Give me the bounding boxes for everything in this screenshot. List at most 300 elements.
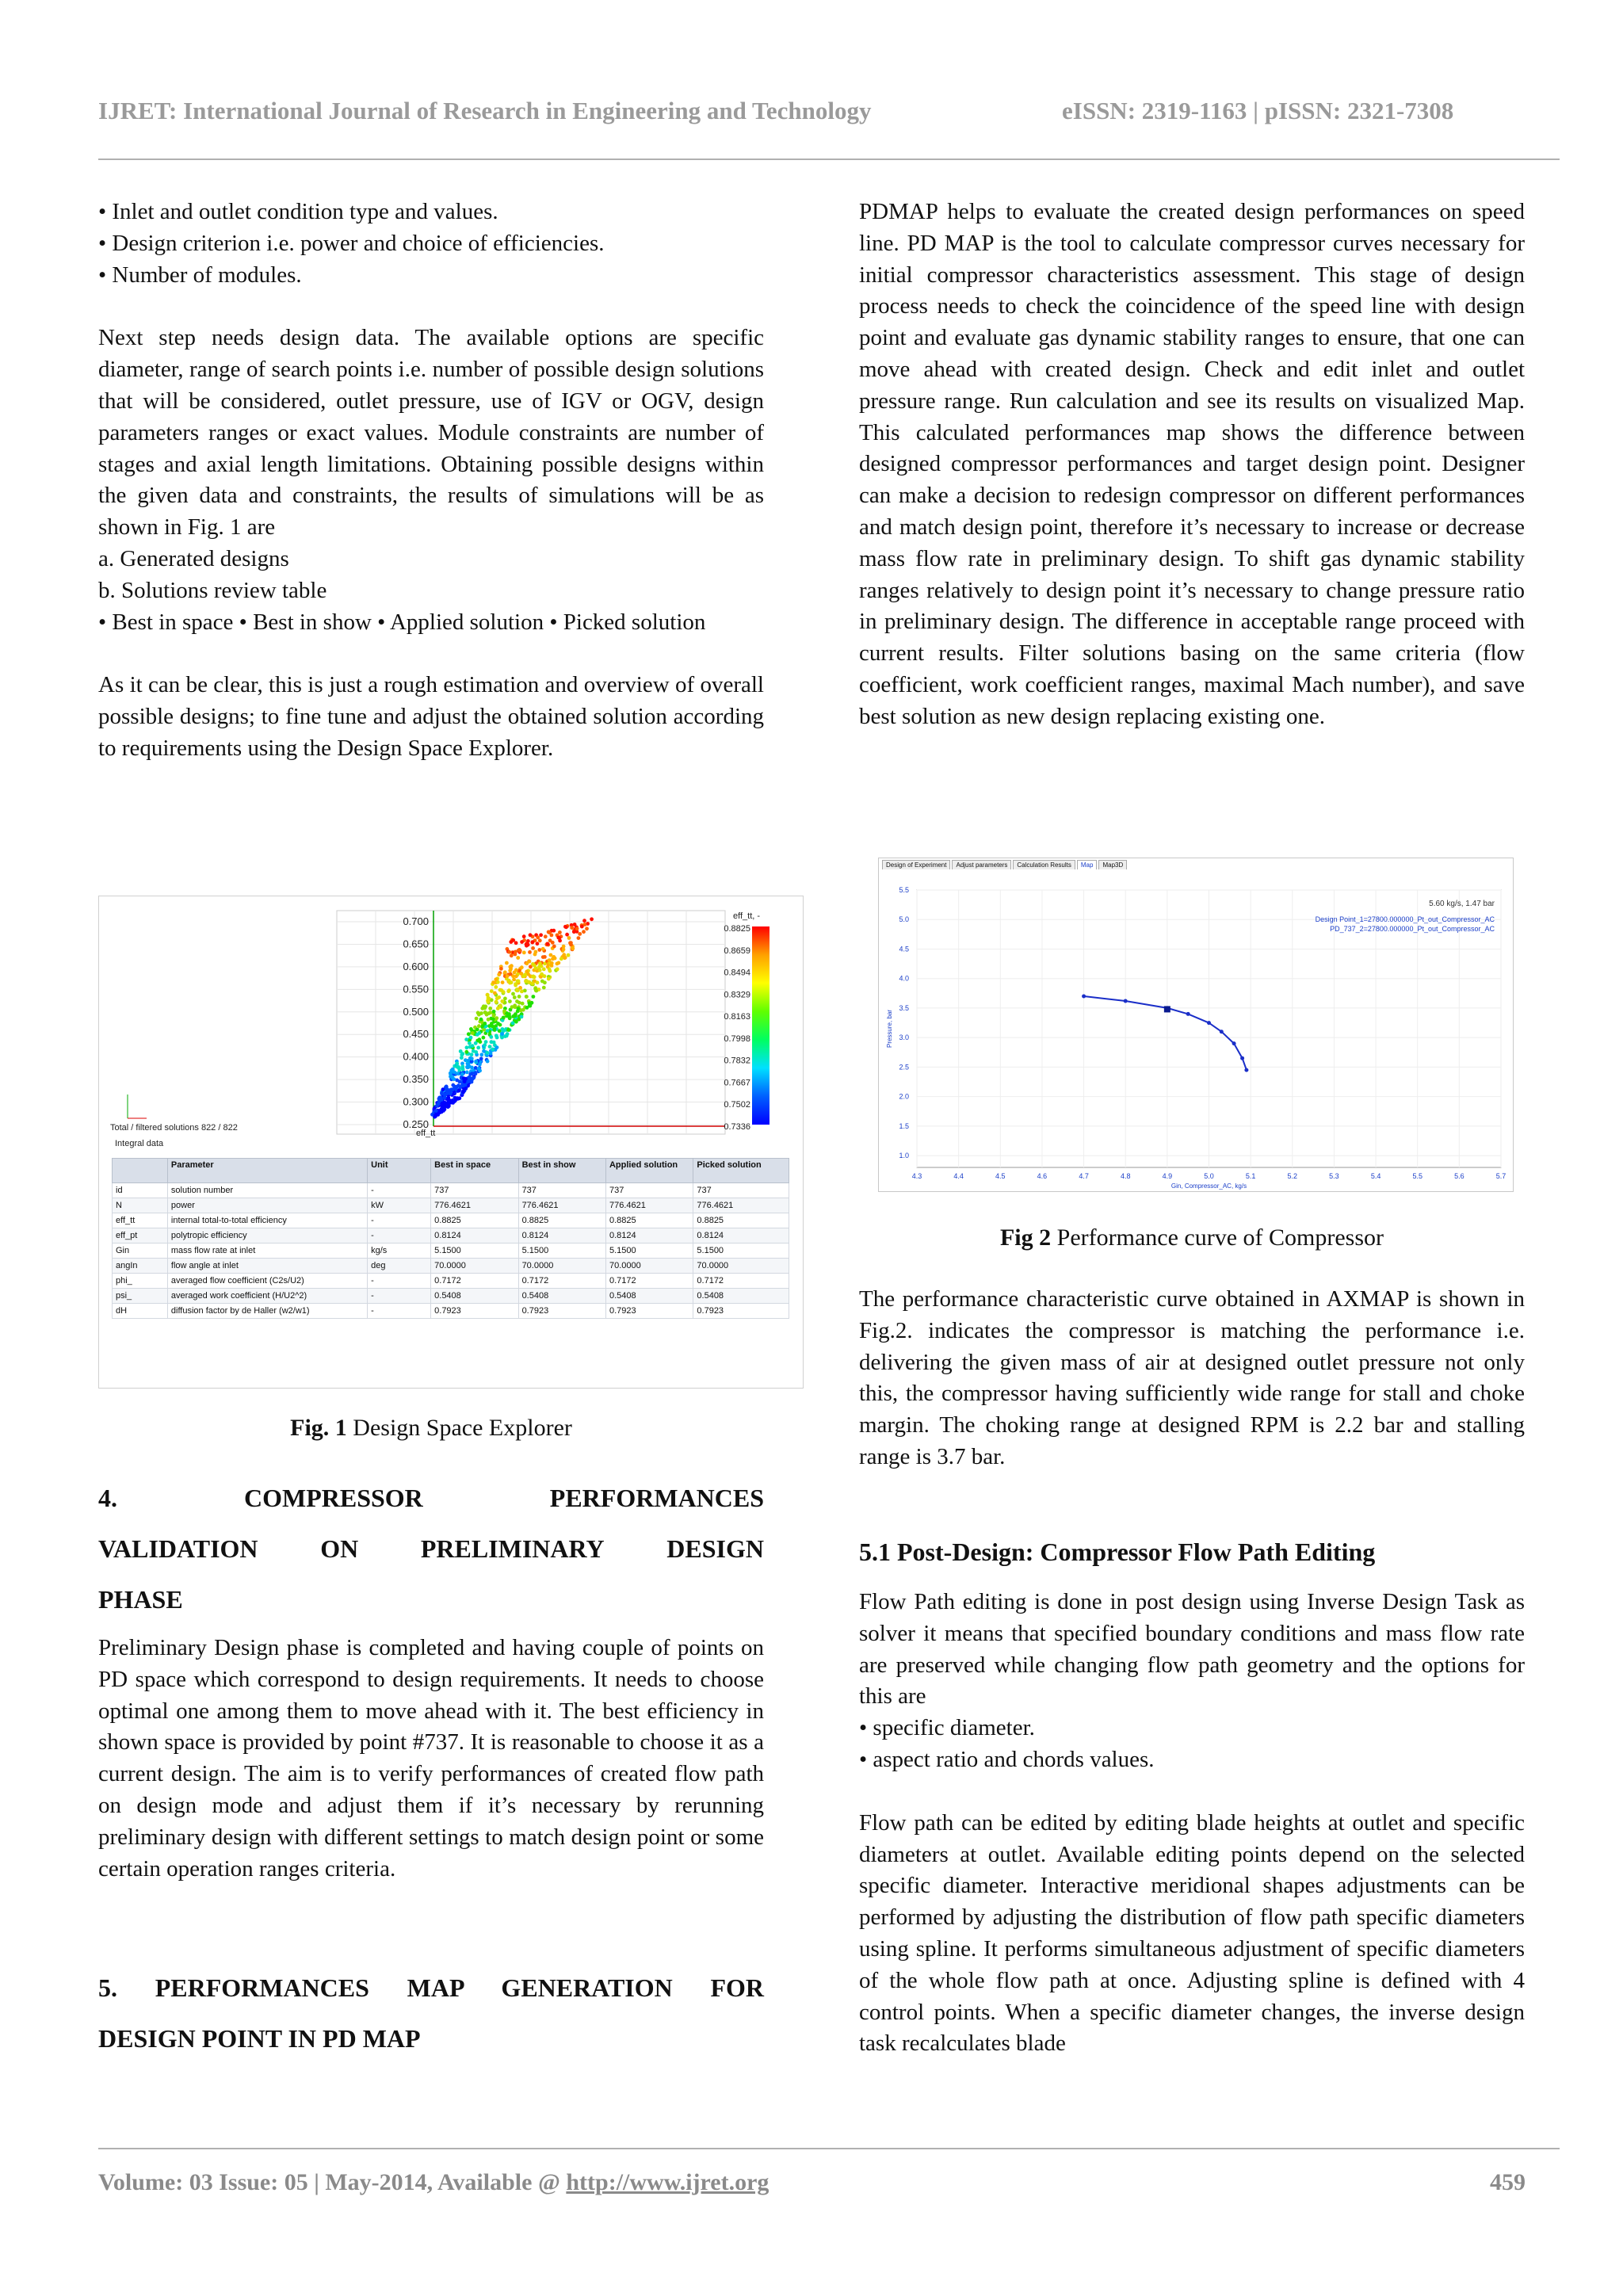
scatter-point bbox=[499, 1005, 503, 1009]
colorbar-tick: 0.8659 bbox=[724, 946, 750, 956]
scatter-point bbox=[476, 1046, 480, 1050]
scatter-point bbox=[538, 968, 542, 972]
table-cell: N bbox=[113, 1198, 168, 1213]
caption-label: Fig. 1 bbox=[290, 1415, 347, 1441]
table-cell: 0.5408 bbox=[605, 1289, 693, 1304]
scatter-point bbox=[542, 968, 546, 972]
scatter-point bbox=[536, 935, 540, 939]
table-cell: - bbox=[368, 1304, 431, 1319]
x-tick-label: 4.8 bbox=[1120, 1172, 1131, 1180]
table-cell: 0.7172 bbox=[693, 1274, 789, 1289]
colorbar-tick: 0.7502 bbox=[724, 1100, 750, 1110]
table-cell: 5.1500 bbox=[518, 1244, 605, 1259]
scatter-point bbox=[460, 1056, 464, 1060]
table-cell: 0.8825 bbox=[605, 1213, 693, 1228]
paragraph: Preliminary Design phase is completed and having couple of points on PD space which correspond to design requirements. It needs to choose optimal one among them to move ahead with it. The best efficiency in shown space is provided by point #737. It is reasonable to choose it as a current design. The aim is to verify performances of created flow path on design mode and adjust them if it’s necessary by rerunning preliminary design with different settings to match design point or some certain operation ranges criteria. bbox=[98, 1635, 764, 1881]
scatter-point bbox=[479, 1040, 483, 1044]
scatter-point bbox=[495, 1000, 498, 1004]
right-column bbox=[859, 197, 1525, 733]
scatter-point bbox=[570, 926, 574, 930]
scatter-point bbox=[575, 926, 579, 930]
figure-2-performance-map bbox=[878, 858, 1514, 1192]
table-cell: 0.7172 bbox=[518, 1274, 605, 1289]
scatter-point bbox=[464, 1037, 468, 1041]
table-cell: 737 bbox=[518, 1183, 605, 1198]
scatter-point bbox=[578, 932, 582, 936]
fig2-caption bbox=[859, 1224, 1525, 1251]
y-tick-label: 0.300 bbox=[403, 1095, 429, 1108]
scatter-point bbox=[478, 1063, 482, 1067]
scatter-point bbox=[490, 1022, 494, 1026]
y-tick-label: 5.5 bbox=[899, 886, 909, 894]
scatter-point bbox=[541, 947, 545, 951]
table-cell: 0.8124 bbox=[518, 1228, 605, 1244]
scatter-point bbox=[512, 978, 516, 982]
scatter-point bbox=[492, 1014, 496, 1018]
col-header: Unit bbox=[368, 1159, 431, 1183]
paragraph: Next step needs design data. The available options are specific diameter, range of search points i.e. number of possible design solutions that will be considered, outlet pressure, use of IGV or OGV, design parameters ranges or exact values. Module constraints are number of stages and axial length limitations. Obtaining possible designs within the given data and constraints, the results of simulations will be as shown in Fig. 1 are bbox=[98, 325, 764, 541]
scatter-point bbox=[491, 1048, 495, 1052]
bullet-item: • Number of modules. bbox=[98, 262, 302, 288]
scatter-point bbox=[514, 941, 518, 945]
section-4-heading-line1 bbox=[98, 1484, 764, 1513]
scatter-point bbox=[540, 972, 544, 976]
table-cell: phi_ bbox=[113, 1274, 168, 1289]
x-tick-label: 5.4 bbox=[1370, 1172, 1381, 1180]
scatter-point bbox=[470, 1080, 474, 1084]
scatter-point bbox=[451, 1087, 455, 1091]
y-tick-label: 0.600 bbox=[403, 960, 429, 972]
scatter-point bbox=[517, 1007, 521, 1010]
table-cell: 5.1500 bbox=[431, 1244, 518, 1259]
caption-text: Performance curve of Compressor bbox=[1051, 1224, 1384, 1251]
scatter-point bbox=[474, 1066, 478, 1070]
scatter-point bbox=[517, 968, 521, 972]
scatter-point bbox=[520, 940, 524, 944]
table-cell: 776.4621 bbox=[518, 1198, 605, 1213]
y-axis-label: Pressure, bar bbox=[886, 1009, 893, 1049]
scatter-point bbox=[446, 1105, 450, 1109]
table-cell: - bbox=[368, 1228, 431, 1244]
scatter-point bbox=[460, 1065, 464, 1069]
table-cell: - bbox=[368, 1183, 431, 1198]
table-cell: flow angle at inlet bbox=[167, 1259, 367, 1274]
list-item: a. Generated designs bbox=[98, 545, 289, 571]
table-cell: 70.0000 bbox=[518, 1259, 605, 1274]
table-cell: kg/s bbox=[368, 1244, 431, 1259]
scatter-point bbox=[499, 988, 503, 992]
scatter-point bbox=[456, 1097, 460, 1101]
scatter-point bbox=[571, 946, 575, 950]
table-cell: polytropic efficiency bbox=[167, 1228, 367, 1244]
table-cell: dH bbox=[113, 1304, 168, 1319]
col-header: Parameter bbox=[167, 1159, 367, 1183]
scatter-point bbox=[590, 917, 594, 921]
integral-data-label: Integral data bbox=[115, 1139, 164, 1148]
scatter-point bbox=[532, 995, 536, 999]
tab-adjust-parameters: Adjust parameters bbox=[952, 860, 1011, 869]
scatter-point bbox=[493, 991, 497, 995]
scatter-point bbox=[516, 956, 520, 960]
scatter-point bbox=[461, 1091, 465, 1095]
scatter-point bbox=[497, 995, 501, 999]
section-4-heading-line3: PHASE bbox=[98, 1585, 183, 1614]
scatter-point bbox=[482, 1036, 486, 1040]
scatter-point bbox=[506, 974, 510, 978]
scatter-point bbox=[525, 995, 529, 999]
table-cell: internal total-to-total efficiency bbox=[167, 1213, 367, 1228]
fig2-chart bbox=[879, 858, 1513, 1191]
table-cell: 0.8124 bbox=[431, 1228, 518, 1244]
table-row bbox=[113, 1198, 789, 1213]
scatter-point bbox=[498, 1023, 502, 1027]
scatter-point bbox=[505, 961, 509, 965]
scatter-point bbox=[491, 980, 495, 984]
scatter-point bbox=[517, 995, 521, 999]
scatter-point bbox=[476, 1011, 480, 1015]
left-column bbox=[98, 197, 764, 765]
scatter-point bbox=[565, 933, 569, 937]
section-4-heading-line2 bbox=[98, 1534, 764, 1564]
scatter-point bbox=[503, 970, 507, 974]
scatter-point bbox=[484, 1011, 488, 1015]
scatter-point bbox=[577, 936, 581, 940]
y-tick-label: 0.350 bbox=[403, 1073, 429, 1086]
scatter-point bbox=[462, 1076, 466, 1080]
table-row bbox=[113, 1228, 789, 1244]
scatter-point bbox=[456, 1083, 460, 1087]
scatter-point bbox=[445, 1091, 449, 1095]
scatter-point bbox=[475, 1028, 479, 1032]
table-row bbox=[113, 1259, 789, 1274]
speed-line-point bbox=[1186, 1012, 1190, 1016]
scatter-point bbox=[548, 930, 552, 934]
scatter-point bbox=[451, 1083, 455, 1087]
scatter-point bbox=[479, 1057, 483, 1061]
table-cell: 0.5408 bbox=[431, 1289, 518, 1304]
scatter-point bbox=[508, 999, 512, 1003]
colorbar-tick: 0.7667 bbox=[724, 1078, 750, 1088]
tab-map3d: Map3D bbox=[1098, 860, 1127, 869]
table-cell: 0.7923 bbox=[693, 1304, 789, 1319]
colorbar-title: eff_tt, - bbox=[733, 911, 761, 921]
scatter-point bbox=[520, 965, 524, 969]
readout: 5.60 kg/s, 1.47 bar bbox=[1429, 900, 1495, 908]
scatter-point bbox=[488, 1045, 492, 1049]
y-tick-label: 3.5 bbox=[899, 1003, 909, 1012]
scatter-point bbox=[531, 962, 535, 966]
footer-rule bbox=[98, 2148, 1560, 2149]
scatter-point bbox=[556, 962, 559, 966]
scatter-point bbox=[500, 999, 504, 1003]
speed-line-point bbox=[1220, 1030, 1224, 1033]
scatter-point bbox=[478, 1069, 482, 1073]
scatter-point bbox=[548, 938, 552, 942]
scatter-point bbox=[440, 1091, 444, 1095]
scatter-point bbox=[455, 1061, 459, 1065]
colorbar-tick: 0.7832 bbox=[724, 1056, 750, 1066]
scatter-point bbox=[514, 968, 518, 972]
scatter-point bbox=[510, 1005, 514, 1009]
paragraph: Flow path can be edited by editing blade heights at outlet and specific diameters at outlet. Available editing points depend on the selected specific diameter. Interactive meridional shapes adjustments can be performed by adjusting the distribution of flow path specific diameters using spline. It performs simultaneous adjustment of specific diameters of the whole flow path at once. Adjusting spline is defined with 4 control points. When a specific diameter changes, the inverse design task recalculates blade bbox=[859, 1809, 1525, 2057]
scatter-point bbox=[523, 972, 527, 976]
table-cell: psi_ bbox=[113, 1289, 168, 1304]
scatter-point bbox=[515, 988, 519, 992]
scatter-point bbox=[463, 1079, 467, 1083]
right-column-mid bbox=[859, 1284, 1525, 1473]
list-item: b. Solutions review table bbox=[98, 577, 327, 603]
table-cell: 737 bbox=[431, 1183, 518, 1198]
scatter-point bbox=[537, 948, 541, 952]
colorbar-tick: 0.8329 bbox=[724, 990, 750, 1000]
x-tick-label: 5.5 bbox=[1412, 1172, 1423, 1180]
scatter-point bbox=[489, 1035, 493, 1039]
y-tick-label: 1.5 bbox=[899, 1121, 909, 1130]
scatter-point bbox=[518, 986, 522, 990]
scatter-point bbox=[500, 1032, 504, 1036]
scatter-point bbox=[529, 933, 533, 937]
table-cell: power bbox=[167, 1198, 367, 1213]
y-tick-label: 5.0 bbox=[899, 915, 909, 924]
scatter-point bbox=[548, 958, 552, 962]
col-header: Best in space bbox=[431, 1159, 518, 1183]
colorbar-tick: 0.8494 bbox=[724, 968, 750, 978]
scatter-point bbox=[508, 981, 512, 985]
scatter-point bbox=[507, 988, 511, 992]
scatter-point bbox=[562, 948, 566, 952]
footer-link[interactable]: http://www.ijret.org bbox=[566, 2169, 769, 2195]
tab-design-of-experiment: Design of Experiment bbox=[882, 860, 950, 869]
table-cell: Gin bbox=[113, 1244, 168, 1259]
scatter-point bbox=[526, 943, 530, 947]
col-header bbox=[113, 1159, 168, 1183]
x-tick-label: 5.3 bbox=[1329, 1172, 1339, 1180]
table-row bbox=[113, 1289, 789, 1304]
scatter-point bbox=[503, 997, 507, 1001]
scatter-point bbox=[460, 1072, 464, 1076]
scatter-point bbox=[456, 1065, 460, 1069]
caption-label: Fig 2 bbox=[999, 1224, 1052, 1251]
scatter-point bbox=[477, 1024, 481, 1028]
paragraph: As it can be clear, this is just a rough estimation and overview of overall possible designs; to fine tune and adjust the obtained solution according to requirements using the Design Space Explorer. bbox=[98, 672, 764, 761]
colorbar-tick: 0.8825 bbox=[724, 924, 750, 934]
speed-line-point bbox=[1124, 999, 1128, 1003]
scatter-point bbox=[552, 945, 556, 949]
scatter-point bbox=[572, 930, 576, 934]
table-cell: eff_pt bbox=[113, 1228, 168, 1244]
scatter-point bbox=[538, 938, 542, 942]
scatter-point bbox=[459, 1049, 463, 1053]
scatter-point bbox=[440, 1098, 444, 1102]
scatter-point bbox=[486, 1029, 490, 1033]
caption-text: Design Space Explorer bbox=[346, 1415, 572, 1441]
table-cell: 0.7923 bbox=[605, 1304, 693, 1319]
colorbar-tick: 0.7998 bbox=[724, 1033, 750, 1044]
scatter-point bbox=[465, 1065, 469, 1069]
table-row bbox=[113, 1274, 789, 1289]
left-column-lower bbox=[98, 1633, 764, 1885]
scatter-point bbox=[488, 1010, 492, 1014]
scatter-point bbox=[513, 995, 517, 999]
journal-title: IJRET: International Journal of Research in Engineering and Technology bbox=[98, 97, 872, 124]
scatter-point bbox=[536, 980, 540, 984]
scatter-point bbox=[525, 1006, 529, 1010]
scatter-point bbox=[514, 950, 517, 954]
scatter-point bbox=[490, 989, 494, 993]
speed-line-point bbox=[1240, 1056, 1244, 1060]
scatter-point bbox=[452, 1077, 456, 1081]
scatter-point bbox=[475, 1017, 479, 1021]
scatter-point bbox=[553, 957, 557, 961]
x-tick-label: 4.9 bbox=[1162, 1172, 1173, 1180]
scatter-point bbox=[511, 1014, 515, 1018]
x-tick-label: 4.6 bbox=[1037, 1172, 1048, 1180]
scatter-point bbox=[502, 1016, 506, 1020]
scatter-point bbox=[491, 1017, 495, 1021]
table-cell: 0.8825 bbox=[431, 1213, 518, 1228]
scatter-point bbox=[494, 985, 498, 989]
scatter-point bbox=[473, 1072, 477, 1075]
col-header: Best in show bbox=[518, 1159, 605, 1183]
scatter-point bbox=[470, 1056, 474, 1060]
scatter-point bbox=[567, 953, 571, 957]
table-cell: 70.0000 bbox=[605, 1259, 693, 1274]
x-tick-label: 5.6 bbox=[1454, 1172, 1465, 1180]
heading-word: VALIDATION bbox=[98, 1534, 258, 1563]
scatter-point bbox=[494, 977, 498, 981]
table-cell: 0.5408 bbox=[518, 1289, 605, 1304]
scatter-point bbox=[528, 980, 532, 984]
table-cell: kW bbox=[368, 1198, 431, 1213]
scatter-point bbox=[514, 982, 517, 986]
scatter-point bbox=[549, 953, 553, 957]
section-5-1-heading: 5.1 Post-Design: Compressor Flow Path Editing bbox=[859, 1538, 1376, 1566]
right-column-lower bbox=[859, 1587, 1525, 2060]
table-cell: eff_tt bbox=[113, 1213, 168, 1228]
scatter-point bbox=[506, 1028, 510, 1032]
table-row bbox=[113, 1183, 789, 1198]
scatter-point bbox=[469, 1036, 473, 1040]
y-tick-label: 1.0 bbox=[899, 1152, 909, 1160]
paragraph: The performance characteristic curve obtained in AXMAP is shown in Fig.2. indicates the compressor is matching the performance i.e. delivering the given mass of air at designed outlet pressure not only this, the compressor having sufficiently wide range for stall and choke margin. The choking range at designed RPM is 2.2 bar and stalling range is 3.7 bar. bbox=[859, 1286, 1525, 1469]
scatter-point bbox=[536, 942, 540, 946]
scatter-point bbox=[453, 1099, 456, 1103]
scatter-point bbox=[488, 1007, 492, 1010]
fig2-tabs bbox=[882, 860, 1128, 869]
scatter-point bbox=[556, 968, 559, 972]
bullet-line: • Best in space • Best in show • Applied solution • Picked solution bbox=[98, 609, 706, 635]
bullet-item: • aspect ratio and chords values. bbox=[859, 1746, 1155, 1772]
scatter-point bbox=[548, 968, 552, 972]
scatter-point bbox=[569, 941, 573, 945]
scatter-point bbox=[443, 1101, 447, 1105]
y-tick-label: 0.500 bbox=[403, 1005, 429, 1018]
issn: eISSN: 2319-1163 | pISSN: 2321-7308 bbox=[1062, 97, 1454, 124]
scatter-point bbox=[530, 941, 534, 945]
y-tick-label: 0.700 bbox=[403, 915, 429, 927]
scatter-point bbox=[582, 930, 586, 934]
scatter-point bbox=[559, 957, 563, 961]
scatter-point bbox=[464, 1050, 468, 1054]
scatter-point bbox=[528, 950, 532, 954]
scatter-point bbox=[483, 1022, 487, 1026]
y-tick-label: 0.550 bbox=[403, 983, 429, 995]
scatter-point bbox=[503, 1034, 507, 1038]
scatter-point bbox=[522, 934, 526, 938]
speed-line-point bbox=[1082, 995, 1086, 999]
table-cell: solution number bbox=[167, 1183, 367, 1198]
table-row bbox=[113, 1244, 789, 1259]
scatter-point bbox=[538, 961, 542, 965]
table-cell: mass flow rate at inlet bbox=[167, 1244, 367, 1259]
paragraph: PDMAP helps to evaluate the created design performances on speed line. PD MAP is the tool to calculate compressor curves necessary for initial compressor characteristics assessment. This stage of design process needs to check the coincidence of the speed line with design point and evaluate gas dynamic stability ranges to ensure, that one can move ahead with created design. Check and edit inlet and outlet pressure range. Run calculation and see its results on visualized Map. This calculated performances map shows the difference between designed compressor performances and target design point. Designer can make a decision to redesign compressor on different performances and match design point, therefore it’s necessary to increase or decrease mass flow rate in preliminary design. To shift gas dynamic stability ranges relatively to design point it’s necessary to change pressure ratio in preliminary design. The difference in acceptable range proceed with current results. Filter solutions basing on the same criteria (flow coefficient, work coefficient ranges, maximal Mach number), and save best solution as new design replacing existing one. bbox=[859, 199, 1525, 729]
scatter-point bbox=[542, 986, 546, 990]
x-tick-label: 4.5 bbox=[995, 1172, 1006, 1180]
scatter-point bbox=[558, 930, 562, 934]
scatter-point bbox=[550, 961, 554, 965]
solutions-table bbox=[112, 1158, 789, 1319]
scatter-point bbox=[484, 1040, 488, 1044]
table-cell: - bbox=[368, 1213, 431, 1228]
scatter-point bbox=[510, 964, 514, 968]
scatter-point bbox=[471, 1044, 475, 1048]
scatter-point bbox=[499, 967, 503, 971]
solutions-count: Total / filtered solutions 822 / 822 bbox=[110, 1123, 238, 1133]
table-cell: 0.5408 bbox=[693, 1289, 789, 1304]
scatter-point bbox=[521, 1002, 525, 1006]
scatter-point bbox=[509, 940, 513, 944]
scatter-point bbox=[497, 972, 501, 976]
colorbar bbox=[752, 926, 769, 1125]
x-tick-label: 4.7 bbox=[1079, 1172, 1089, 1180]
scatter-point bbox=[487, 1018, 491, 1022]
legend-entry: PD_737_2=27800.000000_Pt_out_Compressor_AC bbox=[1330, 925, 1495, 933]
heading-word: 4. bbox=[98, 1484, 117, 1512]
x-axis-label: Gin, Compressor_AC, kg/s bbox=[1170, 1182, 1247, 1190]
table-cell: 0.8825 bbox=[518, 1213, 605, 1228]
scatter-point bbox=[472, 1075, 475, 1079]
table-cell: 0.7172 bbox=[431, 1274, 518, 1289]
scatter-point bbox=[475, 1033, 479, 1037]
scatter-point bbox=[493, 1027, 497, 1031]
scatter-point bbox=[480, 1007, 484, 1010]
scatter-point bbox=[564, 925, 568, 929]
scatter-point bbox=[552, 929, 556, 933]
table-cell: 776.4621 bbox=[605, 1198, 693, 1213]
table-cell: 0.7172 bbox=[605, 1274, 693, 1289]
y-tick-label: 3.0 bbox=[899, 1033, 909, 1042]
scatter-point bbox=[466, 1059, 470, 1063]
scatter-point bbox=[517, 980, 521, 984]
scatter-point bbox=[507, 1012, 511, 1016]
scatter-point bbox=[470, 1052, 474, 1056]
scatter-point bbox=[492, 1041, 496, 1045]
y-tick-label: 2.0 bbox=[899, 1092, 909, 1101]
scatter-point bbox=[517, 1018, 521, 1022]
bullet-item: • Design criterion i.e. power and choice of efficiencies. bbox=[98, 230, 605, 256]
scatter-point bbox=[445, 1085, 449, 1089]
scatter-point bbox=[437, 1102, 441, 1106]
scatter-point bbox=[515, 999, 519, 1003]
scatter-point bbox=[479, 1018, 483, 1022]
scatter-point bbox=[495, 1033, 498, 1037]
scatter-point bbox=[530, 1001, 534, 1005]
scatter-point bbox=[486, 993, 490, 997]
scatter-point bbox=[479, 1052, 483, 1056]
scatter-point bbox=[468, 1041, 472, 1045]
scatter-point bbox=[562, 953, 566, 957]
table-cell: 0.7923 bbox=[518, 1304, 605, 1319]
